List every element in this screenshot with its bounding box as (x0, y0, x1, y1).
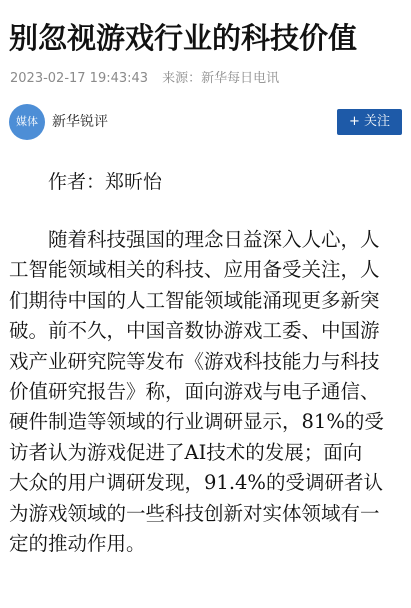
body-line: 工智能领域相关的科技、应用备受关注，人 (9, 258, 380, 282)
body-line: 随着科技强国的理念日益深入人心，人 (9, 228, 380, 251)
body-line: 价值研究报告》称，面向游戏与电子通信、 (9, 379, 380, 403)
article-title: 别忽视游戏行业的科技价值 (9, 21, 358, 55)
body-line: 大众的用户调研发现，91.4%的受调研者认 (9, 471, 383, 495)
body-line: 戏产业研究院等发布《游戏科技能力与科技 (9, 349, 380, 373)
author-line: 作者：郑昕怡 (48, 171, 163, 193)
body-line: 为游戏领域的一些科技创新对实体领域有一 (9, 501, 380, 525)
body-line: 访者认为游戏促进了AI技术的发展；面向 (9, 440, 363, 464)
avatar[interactable]: 媒体 (9, 104, 45, 140)
body-line: 硬件制造等领域的行业调研显示，81%的受 (9, 410, 384, 434)
source-label: 来源：新华每日电讯 (162, 71, 280, 86)
article-meta (10, 70, 279, 88)
publish-datetime: 2023-02-17 19:43:43 (10, 71, 149, 86)
article-body (9, 225, 405, 559)
body-line: 破。前不久，中国音数协游戏工委、中国游 (9, 319, 380, 343)
source-name[interactable]: 新华锐评 (52, 114, 108, 130)
body-line: 们期待中国的人工智能领域能涌现更多新突 (9, 288, 380, 312)
follow-button[interactable]: + 关注 (337, 109, 402, 135)
body-line: 定的推动作用。 (9, 531, 146, 555)
source-bar (0, 104, 411, 144)
